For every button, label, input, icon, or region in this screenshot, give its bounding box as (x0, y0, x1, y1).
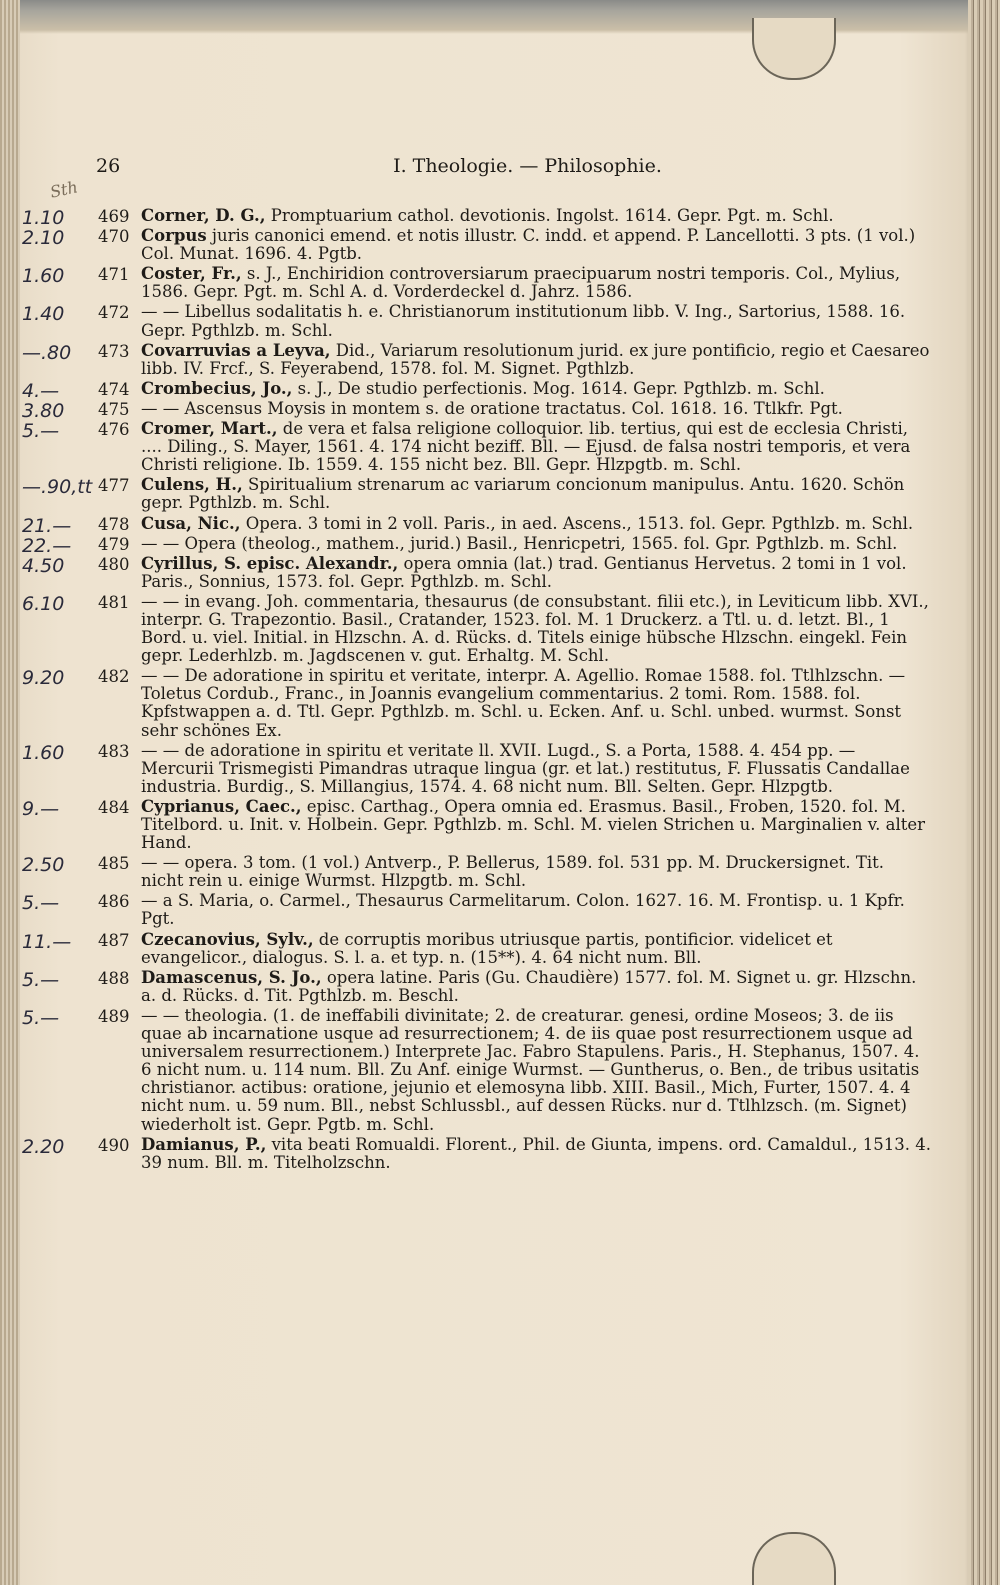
handwritten-margin-note: Sth (48, 177, 80, 202)
entry-text: de vera et falsa religione colloquior. lib. tertius, qui est de ecclesia Christi, .... Diling., S. Mayer, 1561. 4. 174 nicht beziff. Bll. — Ejusd. de falsa nostri temporis, et vera Christi religione. Ib. 1559. 4. 155 nicht bez. Bll. Gepr. Hlzpgtb. m. Schl. (141, 419, 911, 475)
handwritten-price: 4.50 (22, 554, 65, 577)
entry-author: Culens, H., (141, 475, 243, 495)
page-number: 26 (96, 155, 121, 177)
entry-text: — — De adoratione in spiritu et veritate, interpr. A. Agellio. Romae 1588. fol. Ttlhlzschn. — Toletus Cordub., Franc., in Joannis evangelium commentarius. 2 tomi. Rom. 1588. fol. Kpfstwappen a. d. Ttl. Gepr. Pgthlzb. m. Schl. u. Ecken. Anf. u. Schl. unbed. wurmst. Sonst sehr schönes Ex. (141, 666, 906, 740)
entry-text: — — Ascensus Moysis in montem s. de oratione tractatus. Col. 1618. 16. Ttlkfr. Pgt. (141, 398, 843, 418)
entry-text: — a S. Maria, o. Carmel., Thesaurus Carmelitarum. Colon. 1627. 16. M. Frontisp. u. 1 Kpfr. Pgt. (141, 891, 905, 929)
handwritten-price: 2.20 (22, 1135, 65, 1158)
handwritten-price: 6.10 (22, 592, 65, 615)
entry-text: — — theologia. (1. de ineffabili divinitate; 2. de creaturar. genesi, ordine Moseos; 3. de iis quae ab incarnatione usque ad resurrectionem; 4. de iis quae post resurrectionem usque ad universalem resurrectionem.) Interprete Jac. Fabro Stapulens. Paris., H. Stephanus, 1507. 4. 6 nicht num. u. 114 num. Bll. Zu Anf. einige Wurmst. — Guntherus, o. Ben., de tribus usitatis christianor. actibus: oratione, jejunio et elemosyna libb. XIII. Basil., Mich, Furter, 1507. 4. 4 nicht num. u. 59 num. Bll., nebst Schlussbl., auf dessen Rücks. nur d. Ttlhlzsch. (m. Signet) wiederholt ist. Gepr. Pgtb. m. Schl. (141, 1005, 920, 1134)
entry-number: 488 (98, 968, 130, 988)
entry-description (141, 400, 931, 418)
entry-description (141, 969, 931, 1005)
entry-description (141, 667, 931, 739)
entry-text: Spiritualium strenarum ac variarum concionum manipulus. Antu. 1620. Schön gepr. Pgthlzb. m. Schl. (141, 475, 905, 513)
entry-number: 470 (98, 227, 130, 247)
handwritten-price: 2.50 (22, 854, 65, 877)
entry-description (141, 593, 931, 665)
entry-number: 489 (98, 1006, 130, 1026)
handwritten-price: 21.— (22, 514, 72, 537)
catalog-entry (0, 931, 1000, 967)
entry-number: 473 (98, 341, 130, 361)
entry-description (141, 265, 931, 301)
entry-number: 490 (98, 1135, 130, 1155)
entry-description (141, 515, 931, 533)
entry-description (141, 420, 931, 474)
entry-text: — — in evang. Joh. commentaria, thesaurus (de consubstant. filii etc.), in Leviticum libb. XVI., interpr. G. Trapezontio. Basil., Cratander, 1523. fol. M. 1 Druckerz. a Ttl. u. d. letzt. Bl., 1 Bord. u. viel. Initial. in Hlzschn. A. d. Rücks. d. Titels einige hübsche Hlzschn. eingekl. Fein gepr. Lederhlzb. m. Jagdscenen v. gut. Erhaltg. M. Schl. (141, 591, 929, 666)
handwritten-price: 11.— (22, 930, 72, 953)
entry-number: 472 (98, 303, 130, 323)
catalog-entry (0, 342, 1000, 378)
handwritten-price: 1.60 (22, 265, 65, 288)
entry-author: Cyprianus, Caec., (141, 796, 302, 816)
entry-text: Did., Variarum resolutionum jurid. ex jure pontificio, regio et Caesareo libb. IV. Frcf., S. Feyerabend, 1578. fol. M. Signet. Pgthlzb. (141, 340, 930, 378)
handwritten-price: 1.40 (22, 303, 65, 326)
entry-author: Crombecius, Jo., (141, 378, 293, 398)
entry-number: 483 (98, 741, 130, 761)
entry-number: 482 (98, 667, 130, 687)
entry-number: 480 (98, 554, 130, 574)
handwritten-price: —.80 (22, 341, 72, 364)
entry-number: 478 (98, 514, 130, 534)
handwritten-price: 9.— (22, 797, 60, 820)
entry-number: 479 (98, 534, 130, 554)
catalog-entry (0, 476, 1000, 512)
entry-description (141, 227, 931, 263)
entry-author: Cromer, Mart., (141, 419, 278, 439)
handwritten-price: 22.— (22, 534, 72, 557)
entry-description (141, 535, 931, 553)
entry-description (141, 380, 931, 398)
entry-text: — — Opera (theolog., mathem., jurid.) Basil., Henricpetri, 1565. fol. Gpr. Pgthlzb. m. Schl. (141, 533, 898, 553)
entry-number: 481 (98, 592, 130, 612)
handwritten-price: 5.— (22, 1006, 60, 1029)
entry-author: Damianus, P., (141, 1134, 267, 1154)
entry-author: Cusa, Nic., (141, 513, 241, 533)
entry-text: opera omnia (lat.) trad. Gentianus Hervetus. 2 tomi in 1 vol. Paris., Sonnius, 1573. fol. Gepr. Pgthlzb. m. Schl. (141, 553, 907, 591)
entry-text: vita beati Romualdi. Florent., Phil. de Giunta, impens. ord. Camaldul., 1513. 4. 39 num. Bll. m. Titelholzschn. (141, 1134, 931, 1172)
entry-number: 476 (98, 420, 130, 440)
catalog-entry (0, 206, 1000, 229)
entry-text: — — Libellus sodalitatis h. e. Christianorum institutionum libb. V. Ing., Sartorius, 1588. 16. Gepr. Pgthlzb. m. Schl. (141, 302, 906, 340)
entry-description (141, 555, 931, 591)
binding-tab-top (752, 18, 836, 80)
entry-description (141, 207, 931, 225)
entry-author: Corner, D. G., (141, 206, 266, 225)
catalog-entry (0, 969, 1000, 1005)
binding-tab-bottom (752, 1532, 836, 1585)
handwritten-price: 4.— (22, 379, 60, 402)
entry-author: Cyrillus, S. episc. Alexandr., (141, 553, 399, 573)
entry-text: s. J., De studio perfectionis. Mog. 1614. Gepr. Pgthlzb. m. Schl. (292, 378, 825, 398)
entry-number: 474 (98, 379, 130, 399)
entry-author: Corpus (141, 226, 207, 246)
catalog-entry (0, 593, 1000, 665)
entry-text: juris canonici emend. et notis illustr. C. indd. et append. P. Lancellotti. 3 pts. (1 vol.) Col. Munat. 1696. 4. Pgtb. (141, 226, 916, 264)
entry-text: Promptuarium cathol. devotionis. Ingolst. 1614. Gepr. Pgt. m. Schl. (265, 206, 834, 225)
catalog-entry (0, 398, 1000, 422)
entry-author: Damascenus, S. Jo., (141, 967, 322, 987)
entry-number: 485 (98, 854, 130, 874)
catalog-entries (0, 207, 1000, 1174)
running-head-text: I. Theologie. — Philosophie. (393, 155, 662, 177)
page-top-edge (0, 0, 1000, 34)
handwritten-price: 1.10 (22, 207, 65, 229)
catalog-entry (0, 1007, 1000, 1134)
entry-description (141, 798, 931, 852)
entry-text: episc. Carthag., Opera omnia ed. Erasmus. Basil., Froben, 1520. fol. M. Titelbord. u. Init. v. Holbein. Gepr. Pgthlzb. m. Schl. M. vielen Strichen u. Marginalien v. alter Hand. (141, 796, 926, 853)
catalog-entry (0, 533, 1000, 557)
entry-text: — — opera. 3 tom. (1 vol.) Antverp., P. Bellerus, 1589. fol. 531 pp. M. Druckersignet. Tit. nicht rein u. einige Wurmst. Hlzpgtb. m. Schl. (141, 853, 885, 891)
entry-description (141, 303, 931, 339)
catalog-entry (0, 798, 1000, 852)
catalog-entry (0, 303, 1000, 339)
entry-description (141, 742, 931, 796)
entry-description (141, 476, 931, 512)
catalog-entry (0, 667, 1000, 739)
entry-number: 486 (98, 892, 130, 912)
entry-description (141, 1136, 931, 1172)
entry-text: — — de adoratione in spiritu et veritate ll. XVII. Lugd., S. a Porta, 1588. 4. 454 pp. — Mercurii Trismegisti Pimandras utraque lingua (gr. et lat.) restitutus, F. Flussatis Candallae industria. Burdig., S. Millangius, 1574. 4. 68 nicht num. Bll. Selten. Gepr. Hlzpgtb. (141, 740, 910, 796)
catalog-entry (0, 555, 1000, 591)
handwritten-price: 5.— (22, 420, 60, 443)
entry-number: 471 (98, 265, 130, 285)
entry-number: 469 (98, 207, 130, 226)
entry-number: 484 (98, 797, 130, 817)
entry-text: opera latine. Paris (Gu. Chaudière) 1577. fol. M. Signet u. gr. Hlzschn. a. d. Rücks. d. Tit. Pgthlzb. m. Beschl. (141, 967, 917, 1005)
entry-description (141, 342, 931, 378)
catalog-entry (0, 892, 1000, 928)
catalog-entry (0, 227, 1000, 263)
entry-author: Czecanovius, Sylv., (141, 929, 314, 949)
entry-text: s. J., Enchiridion controversiarum praecipuarum nostri temporis. Col., Mylius, 1586. Gepr. Pgt. m. Schl A. d. Vorderdeckel d. Jahrz. 1586. (141, 264, 901, 302)
catalog-entry (0, 1136, 1000, 1172)
catalog-entry (0, 513, 1000, 537)
handwritten-price: —.90,tt (22, 476, 93, 499)
handwritten-price: 5.— (22, 892, 60, 915)
entry-author: Covarruvias a Leyva, (141, 340, 331, 360)
handwritten-price: 2.10 (22, 227, 65, 250)
catalog-entry (0, 854, 1000, 890)
entry-description (141, 892, 931, 928)
entry-text: de corruptis moribus utriusque partis, pontificior. videlicet et evangelicor., dialogus. S. l. a. et typ. n. (15**). 4. 64 nicht num. Bll. (141, 929, 833, 967)
handwritten-price: 5.— (22, 968, 60, 991)
entry-number: 475 (98, 399, 130, 419)
entry-description (141, 854, 931, 890)
catalog-entry (0, 420, 1000, 474)
entry-description (141, 1007, 931, 1134)
entry-text: Opera. 3 tomi in 2 voll. Paris., in aed. Ascens., 1513. fol. Gepr. Pgthlzb. m. Schl. (240, 513, 914, 533)
catalog-entry (0, 265, 1000, 301)
handwritten-price: 3.80 (22, 399, 65, 422)
entry-description (141, 931, 931, 967)
entry-number: 487 (98, 930, 130, 950)
entry-author: Coster, Fr., (141, 264, 242, 284)
handwritten-price: 1.60 (22, 741, 65, 764)
handwritten-price: 9.20 (22, 667, 65, 690)
catalog-entry (0, 742, 1000, 796)
running-head (0, 155, 1000, 177)
catalog-entry (0, 378, 1000, 402)
entry-number: 477 (98, 476, 130, 496)
